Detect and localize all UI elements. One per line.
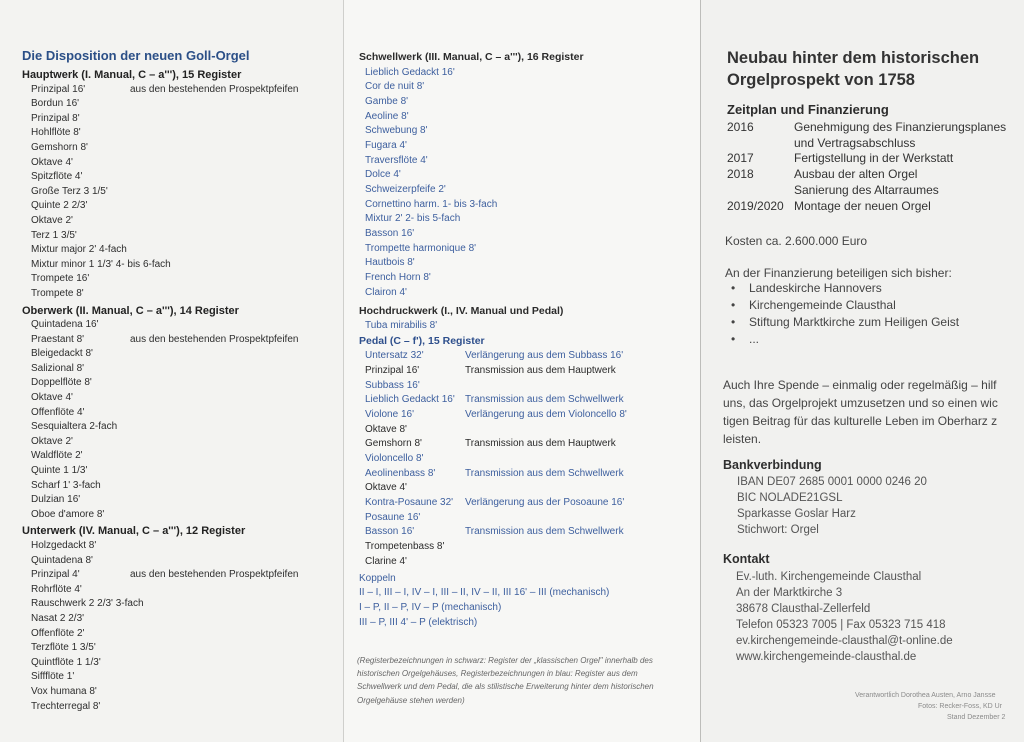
register-name: Scharf 1' 3-fach <box>31 479 101 491</box>
bank-line: Stichwort: Orgel <box>737 524 819 536</box>
register-note: Verlängerung aus dem Violoncello 8' <box>465 408 627 420</box>
register-row <box>22 126 337 141</box>
register-name: Terzflöte 1 3/5' <box>31 642 96 654</box>
left-panel <box>0 0 343 742</box>
register-row: French Horn 8' <box>365 272 431 284</box>
register-row: Fugara 4' <box>365 139 407 151</box>
register-name: Offenflöte 4' <box>31 406 85 418</box>
timeline-row <box>727 182 1024 198</box>
donation-line: tigen Beitrag für das kulturelle Leben im Oberharz z <box>723 414 998 428</box>
register-row <box>22 287 337 302</box>
register-row <box>22 272 337 287</box>
register-name: Dulzian 16' <box>31 494 81 506</box>
register-row <box>22 449 337 464</box>
funding-item: • Stiftung Marktkirche zum Heiligen Geist <box>731 314 959 331</box>
register-name: Doppelflöte 8' <box>31 377 92 389</box>
funding-item: • Landeskirche Hannovers <box>731 280 959 297</box>
contact-line: www.kirchengemeinde-clausthal.de <box>736 651 917 663</box>
register-row <box>22 347 337 362</box>
timeline-text: Montage der neuen Orgel <box>794 198 931 213</box>
register-name: Oktave 4' <box>31 156 73 168</box>
register-row <box>359 349 694 364</box>
timeline-year: 2019/2020 <box>727 198 784 213</box>
register-row: Cor de nuit 8' <box>365 81 425 93</box>
register-row: Hautbois 8' <box>365 257 415 269</box>
register-name: Oktave 4' <box>31 392 73 404</box>
register-row: Gambe 8' <box>365 95 409 107</box>
contact-line: Telefon 05323 7005 | Fax 05323 715 418 <box>736 619 946 631</box>
donation-line: Auch Ihre Spende – einmalig oder regelmäßig – hilf <box>723 378 997 392</box>
register-note: aus den bestehenden Prospektpfeifen <box>130 83 299 95</box>
register-name: Trompetenbass 8' <box>365 541 445 553</box>
register-row: Trompette harmonique 8' <box>365 242 477 254</box>
register-row <box>22 656 337 671</box>
register-row <box>22 435 337 450</box>
schedule-heading: Zeitplan und Finanzierung <box>727 102 889 117</box>
register-note: Verlängerung aus dem Subbass 16' <box>465 350 624 362</box>
register-name: Prinzipal 8' <box>31 112 80 124</box>
contact-line: 38678 Clausthal-Zellerfeld <box>736 603 871 615</box>
timeline-year: 2018 <box>727 167 754 182</box>
register-name: Posaune 16' <box>365 511 421 523</box>
credit-line: Fotos: Recker-Foss, KD Ur <box>918 703 1003 710</box>
register-note: Transmission aus dem Hauptwerk <box>465 438 616 450</box>
register-row <box>359 423 694 438</box>
coupler-row: II – I, III – I, IV – I, III – II, IV – II, III 16' – III (mechanisch) <box>359 587 610 599</box>
register-name: Spitzflöte 4' <box>31 171 83 183</box>
koppeln-heading: Koppeln <box>359 572 396 584</box>
register-name: Mixtur minor 1 1/3' 4- bis 6-fach <box>31 258 171 270</box>
register-note: Verlängerung aus der Posoaune 16' <box>465 497 625 509</box>
register-row <box>22 97 337 112</box>
timeline-row <box>727 166 1024 182</box>
register-name: Offenflöte 2' <box>31 627 85 639</box>
bank-line: BIC NOLADE21GSL <box>737 492 843 504</box>
register-name: Rohrflöte 4' <box>31 583 82 595</box>
register-note: aus den bestehenden Prospektpfeifen <box>130 333 299 345</box>
section-heading: Oberwerk (II. Manual, C – a'''), 14 Register <box>22 304 239 317</box>
register-note: Transmission aus dem Schwellwerk <box>465 467 624 479</box>
register-row <box>22 568 337 583</box>
register-name: Aeolinenbass 8' <box>365 467 436 479</box>
register-name: Untersatz 32' <box>365 350 424 362</box>
register-name: Lieblich Gedackt 16' <box>365 394 455 406</box>
register-row: Lieblich Gedackt 16' <box>365 66 455 78</box>
bank-details <box>737 474 927 538</box>
timeline-year: 2016 <box>727 120 754 134</box>
register-row: Tuba mirabilis 8' <box>365 320 438 331</box>
register-row <box>359 408 694 423</box>
timeline-year: 2017 <box>727 151 754 166</box>
register-name: Gemshorn 8' <box>365 438 422 450</box>
register-row <box>22 597 337 612</box>
register-note: aus den bestehenden Prospektpfeifen <box>130 569 299 581</box>
register-name: Clarine 4' <box>365 555 407 567</box>
heading-line-1: Neubau hinter dem historischen <box>727 49 980 67</box>
register-row <box>22 243 337 258</box>
register-name: Mixtur major 2' 4-fach <box>31 244 127 256</box>
register-row <box>22 199 337 214</box>
register-row <box>359 481 694 496</box>
register-row <box>22 112 337 127</box>
register-name: Terz 1 3/5' <box>31 229 77 241</box>
contact-heading: Kontakt <box>723 552 770 566</box>
register-row <box>22 376 337 391</box>
register-name: Oktave 4' <box>365 482 407 494</box>
register-name: Waldflöte 2' <box>31 450 83 462</box>
credit-line: Verantwortlich Dorothea Austen, Arno Jansse <box>855 692 996 699</box>
register-row <box>22 539 337 554</box>
funding-item: • ... <box>731 331 959 348</box>
register-row <box>22 156 337 171</box>
timeline-text: Fertigstellung in der Werkstatt <box>794 151 954 166</box>
register-row <box>359 525 694 540</box>
register-name: Gemshorn 8' <box>31 141 88 153</box>
register-name: Praestant 8' <box>31 333 85 345</box>
register-row <box>22 479 337 494</box>
register-name: Quintadena 16' <box>31 319 99 331</box>
register-row <box>22 641 337 656</box>
register-row <box>359 364 694 379</box>
register-row: Dolce 4' <box>365 169 401 181</box>
register-name: Oktave 2' <box>31 435 73 447</box>
register-row <box>359 393 694 408</box>
register-row <box>22 214 337 229</box>
register-row <box>22 318 337 333</box>
section-heading: Hochdruckwerk (I., IV. Manual und Pedal) <box>359 304 564 317</box>
register-row <box>22 700 337 715</box>
register-row <box>22 612 337 627</box>
cost-text: Kosten ca. 2.600.000 Euro <box>725 234 868 248</box>
register-row <box>22 83 337 98</box>
register-row <box>22 670 337 685</box>
register-row <box>22 508 337 523</box>
middle-panel <box>343 0 701 742</box>
color-footnote: (Registerbezeichnungen in schwarz: Register der „klassischen Orgel" innerhalb des historischen Orgelgehäuses, Registerbezeichnungen in blau: Register aus dem Schwellwerk und dem Pedal, die als stilistische Erweiterung hinter dem historischen Orgelgehäuse stehen werden) <box>357 656 654 705</box>
register-row <box>359 452 694 467</box>
coupler-row: III – P, III 4' – P (elektrisch) <box>359 616 478 628</box>
register-row <box>22 362 337 377</box>
donation-line: leisten. <box>723 432 762 446</box>
register-name: Große Terz 3 1/5' <box>31 185 108 197</box>
register-name: Violoncello 8' <box>365 453 424 464</box>
funding-item: • Kirchengemeinde Clausthal <box>731 297 959 314</box>
register-name: Prinzipal 4' <box>31 569 80 581</box>
register-row <box>22 333 337 348</box>
register-row: Cornettino harm. 1- bis 3-fach <box>365 198 498 210</box>
register-row: Schweizerpfeife 2' <box>365 184 446 195</box>
register-row <box>359 379 694 394</box>
register-row <box>22 464 337 479</box>
register-name: Violone 16' <box>365 408 414 420</box>
section-heading: Schwellwerk (III. Manual, C – a'''), 16 Register <box>359 51 584 63</box>
register-name: Rauschwerk 2 2/3' 3-fach <box>31 598 144 610</box>
register-row <box>22 391 337 406</box>
register-name: Sesquialtera 2-fach <box>31 421 118 433</box>
contact-line: ev.kirchengemeinde-clausthal@t-online.de <box>736 635 953 647</box>
timeline-text: Genehmigung des Finanzierungsplanes <box>794 120 1007 134</box>
page-heading <box>727 47 979 91</box>
registry-list-middle <box>359 50 694 630</box>
registry-list-left <box>22 68 337 714</box>
register-name: Prinzipal 16' <box>31 83 86 95</box>
register-row <box>22 493 337 508</box>
register-name: Nasat 2 2/3' <box>31 612 85 624</box>
funding-intro: An der Finanzierung beteiligen sich bisher: <box>725 266 952 280</box>
register-row: Schwebung 8' <box>365 125 428 137</box>
register-note: Transmission aus dem Schwellwerk <box>465 394 624 406</box>
register-row <box>22 258 337 273</box>
contact-line: An der Marktkirche 3 <box>736 587 843 599</box>
register-name: Vox humana 8' <box>31 685 97 697</box>
coupler-row: I – P, II – P, IV – P (mechanisch) <box>359 601 502 613</box>
register-row <box>22 229 337 244</box>
register-row: Mixtur 2' 2- bis 5-fach <box>365 213 461 225</box>
register-name: Siffflöte 1' <box>31 671 75 683</box>
register-row <box>22 685 337 700</box>
section-heading: Hauptwerk (I. Manual, C – a'''), 15 Register <box>22 69 242 81</box>
register-row <box>22 420 337 435</box>
bank-line: IBAN DE07 2685 0001 0000 0246 20 <box>737 476 927 488</box>
register-row <box>22 554 337 569</box>
register-name: Quinte 1 1/3' <box>31 465 88 477</box>
register-row: Basson 16' <box>365 228 415 240</box>
register-name: Hohlflöte 8' <box>31 127 81 139</box>
register-row <box>22 406 337 421</box>
register-name: Quintflöte 1 1/3' <box>31 656 101 668</box>
timeline-row <box>727 119 1024 135</box>
register-row <box>22 627 337 642</box>
credit-line: Stand Dezember 2 <box>947 714 1006 721</box>
bank-heading: Bankverbindung <box>723 458 822 472</box>
section-heading: Unterwerk (IV. Manual, C – a'''), 12 Register <box>22 525 246 538</box>
register-name: Trompete 8' <box>31 287 84 299</box>
register-row <box>22 583 337 598</box>
register-note: Transmission aus dem Schwellwerk <box>465 526 624 538</box>
register-name: Oktave 8' <box>365 423 407 435</box>
timeline-row <box>727 198 1024 214</box>
register-name: Holzgedackt 8' <box>31 540 97 551</box>
register-name: Quintadena 8' <box>31 554 93 566</box>
funding-list <box>731 280 959 348</box>
donation-line: uns, das Orgelprojekt umzusetzen und so einen wic <box>723 396 998 410</box>
register-row: Aeoline 8' <box>365 110 409 122</box>
contact-line: Ev.-luth. Kirchengemeinde Clausthal <box>736 571 922 583</box>
section-heading: Pedal (C – f'), 15 Register <box>359 334 485 347</box>
register-row <box>359 467 694 482</box>
register-name: Quinte 2 2/3' <box>31 200 88 212</box>
timeline-row <box>727 150 1024 166</box>
register-row <box>359 555 694 570</box>
register-name: Kontra-Posaune 32' <box>365 497 454 509</box>
timeline-text: Ausbau der alten Orgel <box>794 167 918 182</box>
register-name: Basson 16' <box>365 526 415 538</box>
register-note: Transmission aus dem Hauptwerk <box>465 364 616 376</box>
register-name: Oboe d'amore 8' <box>31 508 105 520</box>
heading-line-2: Orgelprospekt von 1758 <box>727 71 915 89</box>
register-row <box>359 496 694 511</box>
register-row: Traversflöte 4' <box>365 154 428 166</box>
register-name: Oktave 2' <box>31 214 73 226</box>
register-row: Clairon 4' <box>365 286 407 298</box>
disposition-title: Die Disposition der neuen Goll-Orgel <box>22 48 250 63</box>
bank-line: Sparkasse Goslar Harz <box>737 508 856 520</box>
register-row <box>22 170 337 185</box>
timeline-row <box>727 135 1024 151</box>
timeline-text: Sanierung des Altarraumes <box>794 182 939 197</box>
register-name: Subbass 16' <box>365 379 420 391</box>
contact-details <box>736 569 953 665</box>
timeline-text: und Vertragsabschluss <box>794 135 916 150</box>
register-name: Trompete 16' <box>31 273 90 285</box>
register-row <box>359 437 694 452</box>
register-name: Bordun 16' <box>31 98 80 110</box>
register-name: Trechterregal 8' <box>31 700 101 712</box>
register-row <box>22 141 337 156</box>
register-name: Salizional 8' <box>31 362 85 374</box>
register-name: Prinzipal 16' <box>365 364 420 376</box>
register-row <box>22 185 337 200</box>
register-row <box>359 511 694 526</box>
register-row <box>359 540 694 555</box>
register-name: Bleigedackt 8' <box>31 348 93 360</box>
